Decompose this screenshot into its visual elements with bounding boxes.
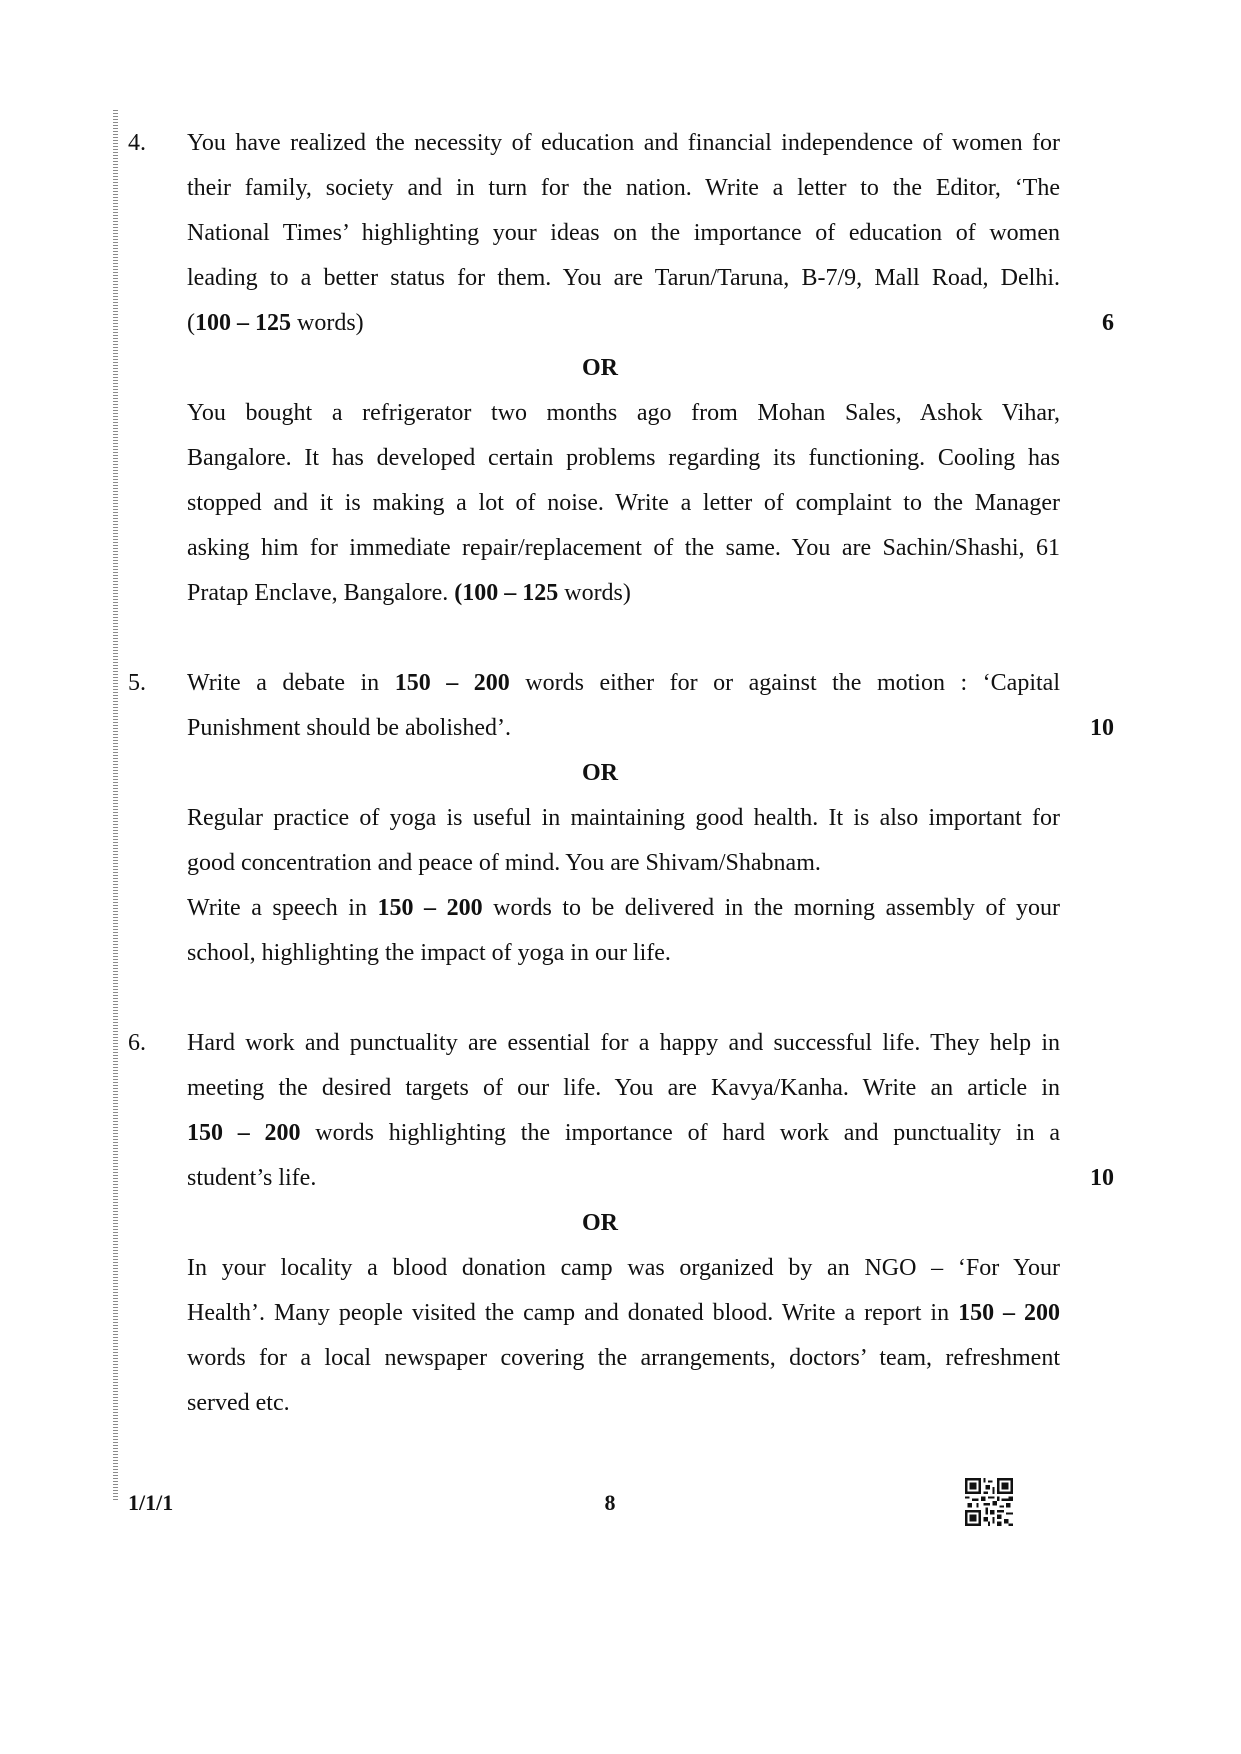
or-divider: OR	[582, 760, 618, 786]
alternative-text-line: Regular practice of yoga is useful in maintaining good health. It is also important for	[187, 805, 1060, 831]
or-divider: OR	[582, 1210, 618, 1236]
question-text-line: Hard work and punctuality are essential for a happy and successful life. They help in	[187, 1030, 1060, 1056]
alternative-text-line: words for a local newspaper covering the arrangements, doctors’ team, refreshment	[187, 1345, 1060, 1371]
marks: 10	[1090, 1165, 1114, 1191]
alternative-text-line: In your locality a blood donation camp was organized by an NGO – ‘For Your	[187, 1255, 1060, 1281]
question-number: 4.	[128, 130, 146, 156]
margin-security-strip	[113, 110, 118, 1500]
alternative-text-line: Health’. Many people visited the camp and donated blood. Write a report in 150 – 200	[187, 1300, 1061, 1326]
question-text-line: student’s life.	[187, 1165, 317, 1191]
marks: 6	[1102, 310, 1114, 336]
question-text-line: leading to a better status for them. You are Tarun/Taruna, B-7/9, Mall Road, Delhi.	[187, 265, 1060, 291]
paper-code: 1/1/1	[128, 1490, 174, 1515]
alternative-text-line: Write a speech in 150 – 200 words to be delivered in the morning assembly of your	[187, 895, 1061, 921]
page-number: 8	[604, 1490, 616, 1515]
question-text-line: 150 – 200 words highlighting the importance of hard work and punctuality in a	[187, 1120, 1061, 1146]
alternative-text-line: school, highlighting the impact of yoga in our life.	[187, 940, 671, 966]
question-text-line: Write a debate in 150 – 200 words either for or against the motion : ‘Capital	[187, 670, 1060, 696]
question-text-line: National Times’ highlighting your ideas on the importance of education of women	[187, 220, 1060, 246]
word-limit: (100 – 125 words)	[187, 310, 364, 336]
alternative-text-line: You bought a refrigerator two months ago from Mohan Sales, Ashok Vihar,	[187, 400, 1060, 426]
or-divider: OR	[582, 355, 618, 381]
alternative-text-line: Bangalore. It has developed certain problems regarding its functioning. Cooling has	[187, 445, 1060, 471]
alternative-text-line: served etc.	[187, 1390, 290, 1416]
marks: 10	[1090, 715, 1114, 741]
question-text-line: Punishment should be abolished’.	[187, 715, 511, 741]
question-text-line: meeting the desired targets of our life. You are Kavya/Kanha. Write an article in	[187, 1075, 1060, 1101]
question-number: 5.	[128, 670, 146, 696]
question-number: 6.	[128, 1030, 146, 1056]
question-text-line: You have realized the necessity of education and financial independence of women for	[187, 130, 1060, 156]
alternative-text-line: good concentration and peace of mind. You are Shivam/Shabnam.	[187, 850, 821, 876]
qr-code-icon	[965, 1478, 1013, 1526]
alternative-text-line: Pratap Enclave, Bangalore. (100 – 125 words)	[187, 580, 631, 606]
question-text-line: their family, society and in turn for the nation. Write a letter to the Editor, ‘The	[187, 175, 1060, 201]
alternative-text-line: asking him for immediate repair/replacement of the same. You are Sachin/Shashi, 61	[187, 535, 1060, 561]
alternative-text-line: stopped and it is making a lot of noise. Write a letter of complaint to the Manager	[187, 490, 1060, 516]
